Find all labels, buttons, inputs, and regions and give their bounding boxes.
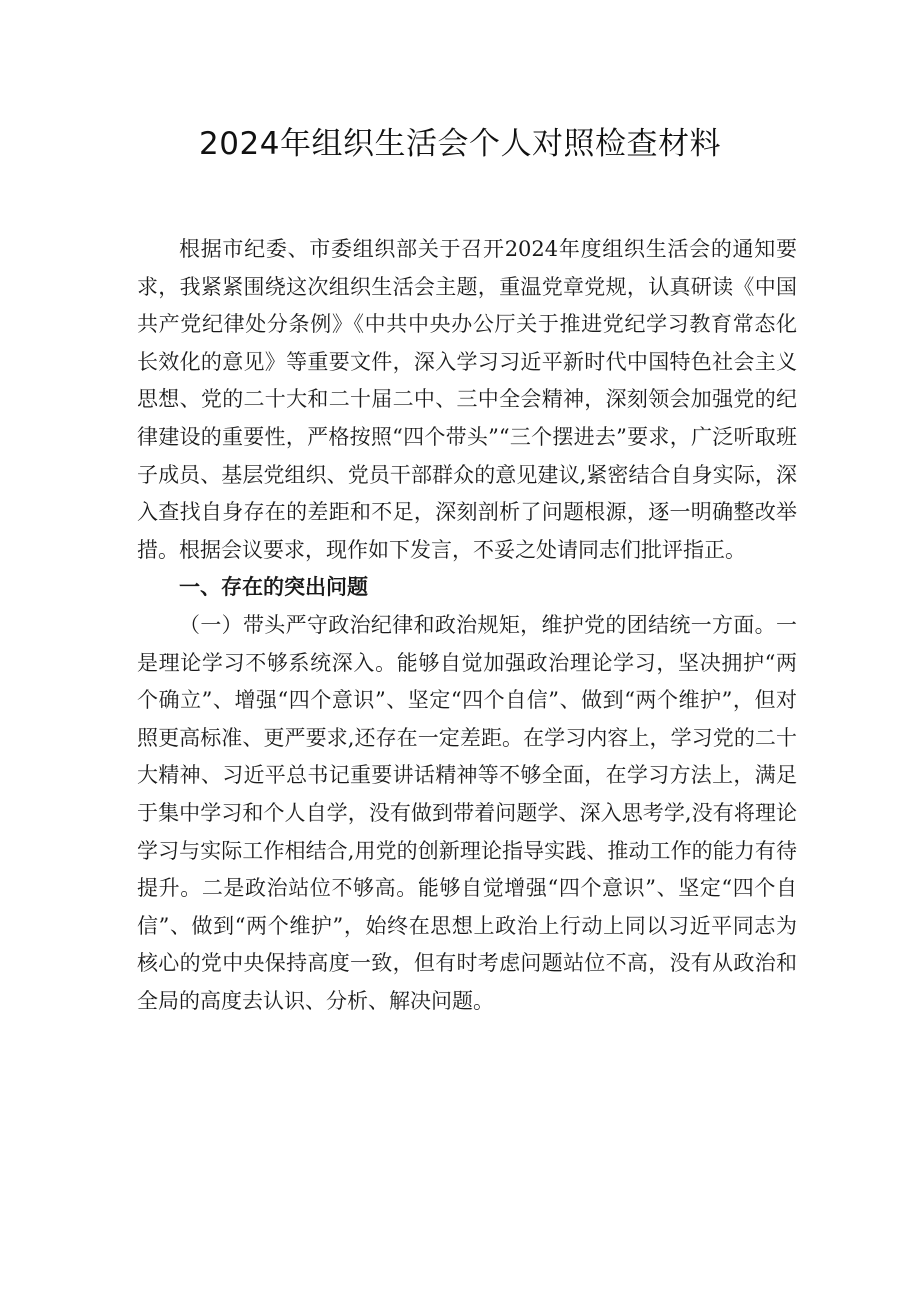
- document-body: [137, 231, 797, 1020]
- document-title: 2024年组织生活会个人对照检查材料: [199, 126, 721, 162]
- intro-paragraph: 根据市纪委、市委组织部关于召开2024年度组织生活会的通知要求，我紧紧围绕这次组织生活会主题，重温党章党规，认真研读《中国共产党纪律处分条例》《中共中央办公厅关于推进党纪学习教育常态化长效化的意见》等重要文件，深入学习习近平新时代中国特色社会主义思想、党的二十大和二十届二中、三中全会精神，深刻领会加强党的纪律建设的重要性，严格按照“四个带头”“三个摆进去”要求，广泛听取班子成员、基层党组织、党员干部群众的意见建议,紧密结合自身实际，深入查找自身存在的差距和不足，深刻剖析了问题根源，逐一明确整改举措。根据会议要求，现作如下发言，不妥之处请同志们批评指正。: [137, 237, 797, 562]
- section-heading: 一、存在的突出问题: [179, 575, 368, 600]
- section-paragraph: （一）带头严守政治纪律和政治规矩，维护党的团结统一方面。一是理论学习不够系统深入。能够自觉加强政治理论学习，坚决拥护“两个确立”、增强“四个意识”、坚定“四个自信”、做到“两个维护”，但对照更高标准、更严要求,还存在一定差距。在学习内容上，学习党的二十大精神、习近平总书记重要讲话精神等不够全面，在学习方法上，满足于集中学习和个人自学，没有做到带着问题学、深入思考学,没有将理论学习与实际工作相结合,用党的创新理论指导实践、推动工作的能力有待提升。二是政治站位不够高。能够自觉增强“四个意识”、坚定“四个自信”、做到“两个维护”，始终在思想上政治上行动上同以习近平同志为核心的党中央保持高度一致，但有时考虑问题站位不高，没有从政治和全局的高度去认识、分析、解决问题。: [137, 612, 797, 1013]
